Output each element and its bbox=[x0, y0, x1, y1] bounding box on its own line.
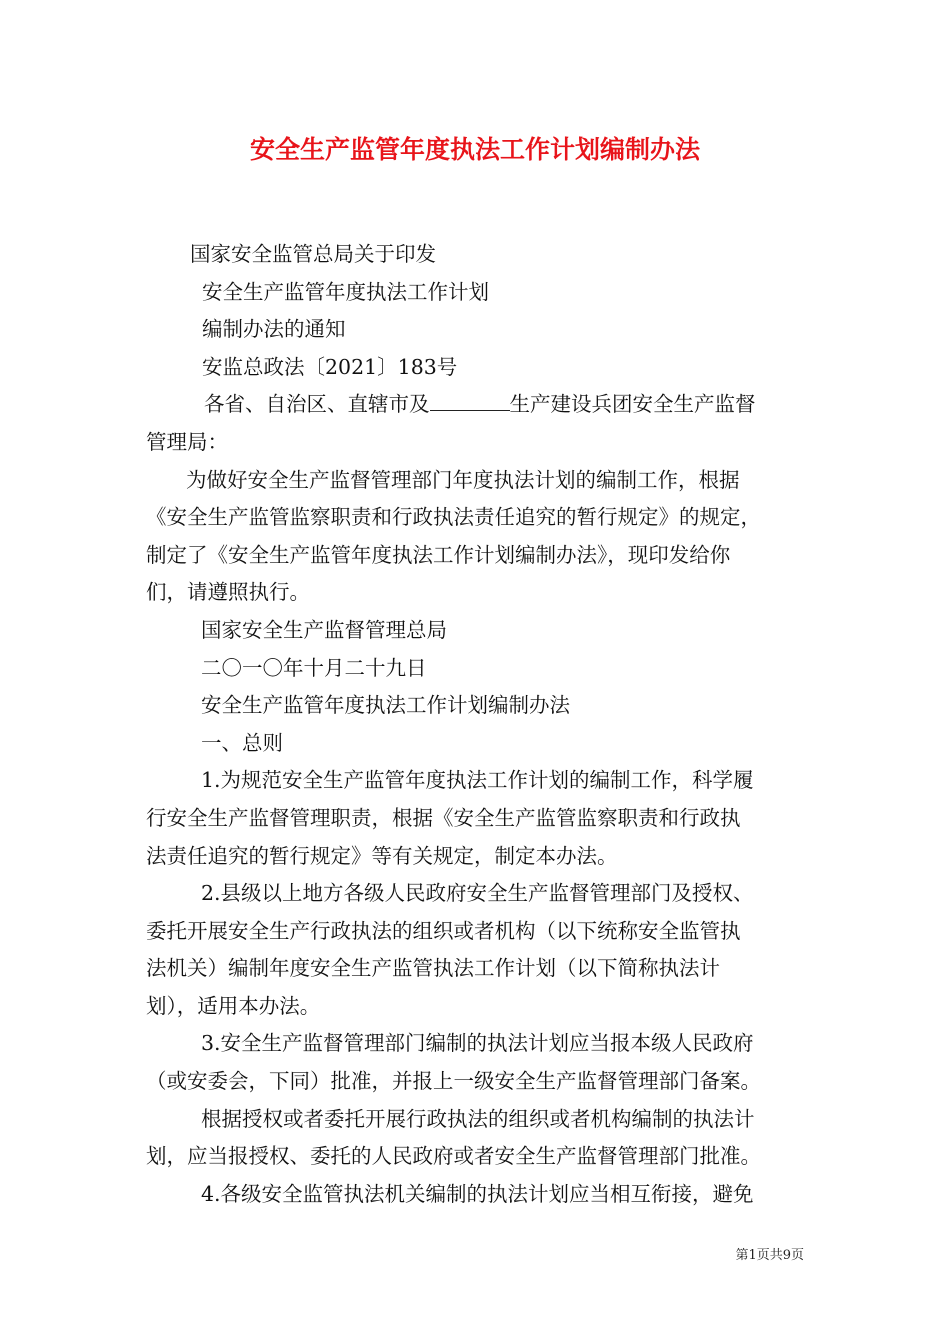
paragraph-line: 根据授权或者委托开展行政执法的组织或者机构编制的执法计 bbox=[201, 1106, 755, 1131]
paragraph-line: 为做好安全生产监督管理部门年度执法计划的编制工作，根据 bbox=[186, 467, 740, 492]
paragraph-line: 委托开展安全生产行政执法的组织或者机构（以下统称安全监管执 bbox=[146, 918, 741, 943]
paragraph-line: 行安全生产监督管理职责，根据《安全生产监管监察职责和行政执 bbox=[146, 805, 741, 830]
chapter-heading: 一、总则 bbox=[201, 730, 283, 755]
paragraph-line: 划，应当报授权、委托的人民政府或者安全生产监督管理部门批准。 bbox=[146, 1144, 761, 1169]
addressee-line-2: 管理局： bbox=[146, 429, 228, 454]
document-title: 安全生产监管年度执法工作计划编制办法 bbox=[249, 135, 700, 164]
paragraph-line: 3.安全生产监督管理部门编制的执法计划应当报本级人民政府 bbox=[201, 1031, 754, 1056]
blank-underline bbox=[430, 392, 510, 411]
paragraph-line: 2.县级以上地方各级人民政府安全生产监督管理部门及授权、 bbox=[201, 881, 754, 906]
addressee-line bbox=[146, 386, 810, 424]
paragraph-line: 《安全生产监管监察职责和行政执法责任追究的暂行规定》的规定， bbox=[146, 505, 761, 530]
paragraph-line: 法机关）编制年度安全生产监管执法工作计划（以下简称执法计 bbox=[146, 956, 720, 981]
document-number: 安监总政法〔2021〕183号 bbox=[202, 354, 458, 379]
paragraph-line: 们，请遵照执行。 bbox=[146, 580, 310, 605]
document-body bbox=[146, 236, 810, 1213]
paragraph-line: （或安委会，下同）批准，并报上一级安全生产监督管理部门备案。 bbox=[146, 1069, 761, 1094]
issue-date: 二〇一〇年十月二十九日 bbox=[201, 655, 427, 680]
section-title: 安全生产监管年度执法工作计划编制办法 bbox=[201, 693, 570, 718]
addressee-part-1: 各省、自治区、直辖市及 bbox=[204, 392, 430, 417]
paragraph-line: 法责任追究的暂行规定》等有关规定，制定本办法。 bbox=[146, 843, 618, 868]
notice-heading-line-2: 安全生产监管年度执法工作计划 bbox=[202, 279, 489, 304]
addressee-part-2: 生产建设兵团安全生产监督 bbox=[509, 392, 756, 417]
notice-heading-line-1: 国家安全监管总局关于印发 bbox=[190, 242, 436, 266]
notice-heading-line-3: 编制办法的通知 bbox=[202, 317, 346, 342]
issuer-name: 国家安全生产监督管理总局 bbox=[201, 617, 447, 642]
paragraph-line: 划），适用本办法。 bbox=[146, 993, 321, 1018]
paragraph-line: 制定了《安全生产监管年度执法工作计划编制办法》，现印发给你 bbox=[146, 542, 731, 567]
paragraph-line: 1.为规范安全生产监管年度执法工作计划的编制工作，科学履 bbox=[201, 768, 754, 793]
paragraph-line: 4.各级安全监管执法机关编制的执法计划应当相互衔接，避免 bbox=[201, 1181, 754, 1206]
page-number: 第1页共9页 bbox=[735, 1248, 804, 1263]
